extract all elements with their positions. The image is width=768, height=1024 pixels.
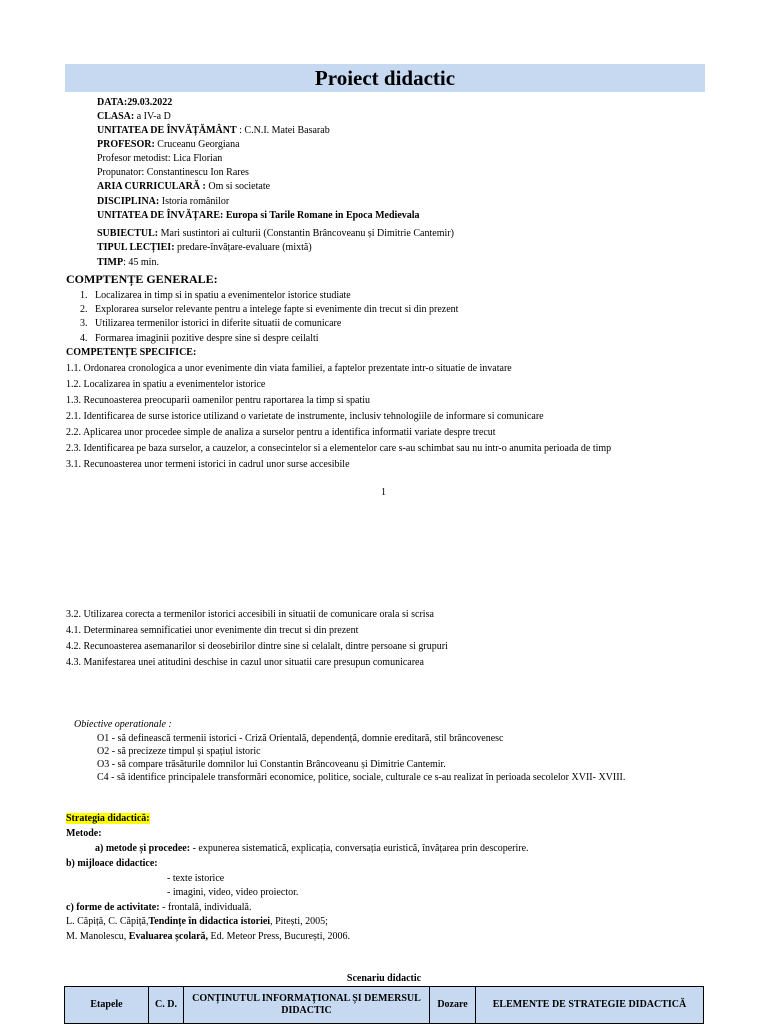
specific-competence: 2.3. Identificarea pe baza surselor, a cauzelor, a consecintelor si a elementelor care s-au schimbat sau nu intr-o anumita perioada de timp — [66, 443, 612, 454]
header-label: TIPUL LECȚIEI: — [97, 242, 175, 253]
page-title: Proiect didactic — [314, 66, 456, 90]
header-curricular-area — [97, 181, 270, 193]
header-label: ARIA CURRICULARĂ : — [97, 181, 206, 192]
strategy-heading-text: Strategia didactică: — [66, 813, 150, 824]
table-header: Etapele — [65, 987, 149, 1024]
header-class — [97, 111, 171, 123]
general-competence: Localizarea in timp si in spatiu a evenimentelor istorice studiate — [95, 290, 351, 301]
title-bar — [65, 64, 705, 92]
header-methodist — [97, 153, 222, 165]
forms-line — [66, 902, 251, 914]
methods-a-label: a) metode și procedee: — [95, 843, 191, 854]
general-competence: Explorarea surselor relevante pentru a intelege fapte si evenimente din trecut si din prezent — [95, 304, 459, 315]
bibliography-details: Ed. Meteor Press, București, 2006. — [208, 931, 350, 942]
header-value: : C.N.I. Matei Basarab — [236, 125, 330, 136]
header-discipline — [97, 196, 229, 208]
methods-line — [95, 843, 529, 855]
forms-value: - frontală, individuală. — [159, 902, 252, 913]
specific-competence: 1.1. Ordonarea cronologica a unor evenimente din viata familiei, a faptelor prezentate intr-o situatie de invatare — [66, 363, 512, 374]
strategy-heading — [66, 813, 150, 825]
header-date — [97, 97, 172, 109]
header-subject — [97, 228, 454, 240]
bibliography-authors: L. Căpiță, C. Căpiță, — [66, 916, 149, 927]
list-item: 1. Localizarea in timp si in spatiu a evenimentelor istorice studiate — [80, 290, 351, 301]
scenario-title: Scenariu didactic — [346, 973, 422, 984]
table-header: C. D. — [149, 987, 184, 1024]
specific-competence: 4.1. Determinarea semnificatiei unor evenimente din trecut si din prezent — [66, 625, 359, 636]
header-time — [97, 257, 159, 269]
header-value: Propunator: Constantinescu Ion Rares — [97, 167, 249, 178]
means-label: b) mijloace didactice: — [66, 858, 158, 869]
table-header: CONȚINUTUL INFORMAȚIONAL ȘI DEMERSUL DIDACTIC — [184, 987, 430, 1024]
bibliography-details: , Pitești, 2005; — [270, 916, 328, 927]
header-value: : 45 min. — [123, 257, 159, 268]
methods-a-value: - expunerea sistematică, explicația, conversația euristică, învățarea prin descoperire. — [190, 843, 529, 854]
specific-competence: 4.2. Recunoasterea asemanarilor si deosebirilor dintre sine si celalalt, dintre persoane si grupuri — [66, 641, 448, 652]
forms-label: c) forme de activitate: — [66, 902, 160, 913]
header-value: 29.03.2022 — [127, 97, 173, 108]
header-label: TIMP — [97, 257, 124, 268]
header-proposer — [97, 167, 249, 179]
specific-competence: 1.3. Recunoasterea preocuparii oamenilor pentru raportarea la timp si spatiu — [66, 395, 371, 406]
table-header: Dozare — [430, 987, 476, 1024]
header-value: Europa si Tarile Romane in Epoca Medievala — [223, 210, 420, 221]
header-label: UNITATEA DE ÎNVĂȚARE: — [97, 210, 224, 221]
general-competence: Utilizarea termenilor istorici in diferite situatii de comunicare — [95, 318, 342, 329]
header-label: PROFESOR: — [97, 139, 155, 150]
list-item: 4. Formarea imaginii pozitive despre sine si despre ceilalti — [80, 333, 319, 344]
header-value: a IV-a D — [134, 111, 171, 122]
page-number: 1 — [381, 487, 386, 498]
specific-competence: 3.2. Utilizarea corecta a termenilor istorici accesibili in situatii de comunicare orala si scrisa — [66, 609, 434, 620]
bibliography-item — [66, 931, 350, 943]
general-competences-heading: COMPTENȚE GENERALE: — [66, 272, 218, 286]
specific-competence: 1.2. Localizarea in spatiu a evenimentelor istorice — [66, 379, 266, 390]
header-school — [97, 125, 330, 137]
general-competence: Formarea imaginii pozitive despre sine si despre ceilalti — [95, 333, 319, 344]
header-label: UNITATEA DE ÎNVĂȚĂMÂNT — [97, 125, 237, 136]
header-value: Mari sustintori ai culturii (Constantin Brâncoveanu și Dimitrie Cantemir) — [158, 228, 454, 239]
header-lesson-type — [97, 242, 312, 254]
list-item: 2. Explorarea surselor relevante pentru a intelege fapte si evenimente din trecut si din prezent — [80, 304, 459, 315]
objective-item: O3 - să compare trăsăturile domnilor lui Constantin Brâncoveanu și Dimitrie Cantemir. — [97, 759, 446, 770]
header-label: DATA: — [97, 97, 128, 108]
specific-competence: 2.1. Identificarea de surse istorice utilizand o varietate de instrumente, inclusiv tehnologiile de informare si comunicare — [66, 411, 544, 422]
means-item: - imagini, video, video proiector. — [167, 887, 299, 898]
header-value: Profesor metodist: Lica Florian — [97, 153, 223, 164]
table-header-row — [65, 987, 704, 1024]
header-learning-unit — [97, 210, 420, 222]
objective-item: C4 - să identifice principalele transformări economice, politice, sociale, culturale ce s-au realizat în perioada secolelor XVII- XVIII. — [97, 772, 626, 783]
bibliography-title: Tendințe în didactica istoriei — [148, 916, 271, 927]
header-teacher — [97, 139, 240, 151]
means-item: - texte istorice — [167, 873, 225, 884]
specific-competence: 3.1. Recunoasterea unor termeni istorici in cadrul unor surse accesibile — [66, 459, 350, 470]
header-label: CLASA: — [97, 111, 135, 122]
header-value: predare-învățare-evaluare (mixtă) — [174, 242, 312, 253]
objectives-heading: Obiective operationale : — [74, 719, 172, 730]
methods-label: Metode: — [66, 828, 102, 839]
header-value: Cruceanu Georgiana — [154, 139, 240, 150]
header-label: SUBIECTUL: — [97, 228, 159, 239]
specific-competence: 4.3. Manifestarea unei atitudini deschise in cazul unor situatii care presupun comunicarea — [66, 657, 424, 668]
table-header: ELEMENTE DE STRATEGIE DIDACTICĂ — [476, 987, 704, 1024]
objective-item: O1 - să definească termenii istorici - Criză Orientală, dependență, domnie ereditară, stil brâncovenesc — [97, 733, 504, 744]
bibliography-authors: M. Manolescu, — [66, 931, 129, 942]
header-label: DISCIPLINA: — [97, 196, 160, 207]
header-value: Om si societate — [205, 181, 271, 192]
specific-competences-heading: COMPETENȚE SPECIFICE: — [66, 347, 197, 358]
header-value: Istoria românilor — [159, 196, 230, 207]
bibliography-item — [66, 916, 328, 928]
list-item: 3. Utilizarea termenilor istorici in diferite situatii de comunicare — [80, 318, 342, 329]
objective-item: O2 - să precizeze timpul și spațiul istoric — [97, 746, 261, 757]
scenario-table — [64, 986, 704, 1024]
specific-competence: 2.2. Aplicarea unor procedee simple de analiza a surselor pentru a identifica informatii variate despre trecut — [66, 427, 496, 438]
bibliography-title: Evaluarea școlară, — [128, 931, 209, 942]
